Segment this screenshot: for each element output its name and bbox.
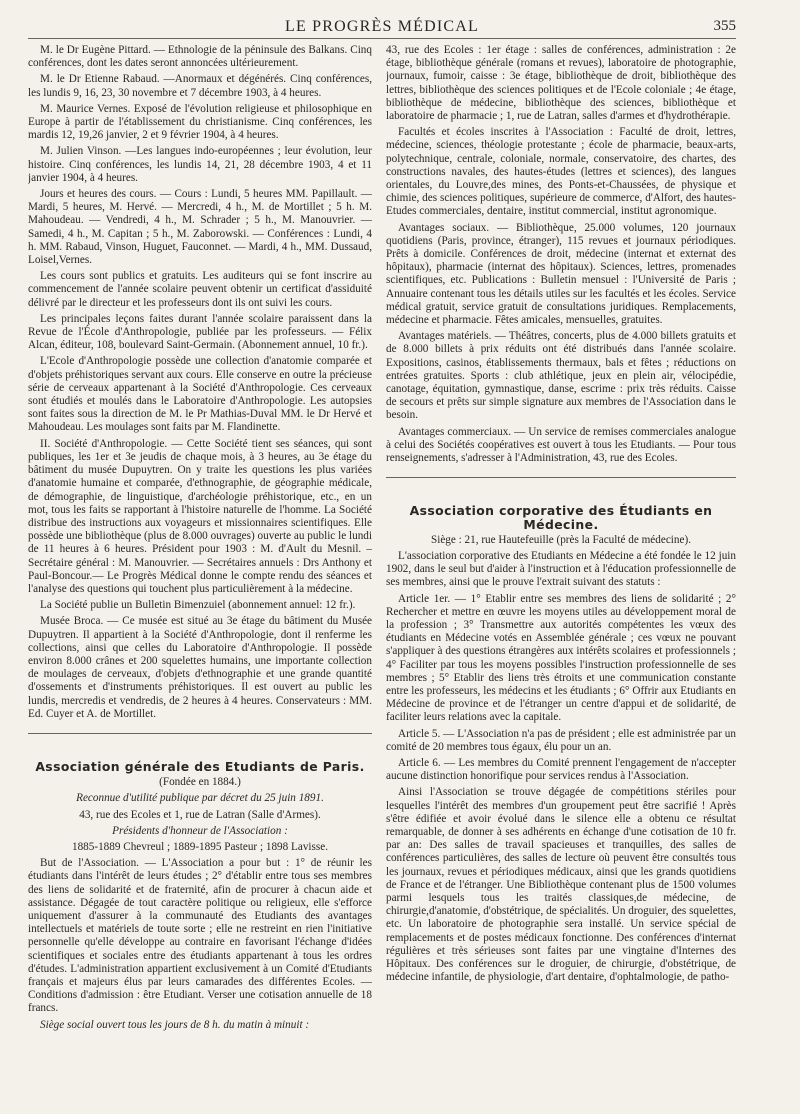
page-header <box>28 16 736 39</box>
paragraph: Les cours sont publics et gratuits. Les auditeurs qui se font inscrire au commencement de l'année scolaire peuvent obtenir un certificat d'assiduité délivré par le directeur et les professeurs dont ils ont suivi les cours. <box>28 270 372 309</box>
paragraph: Avantages sociaux. — Bibliothèque, 25.000 volumes, 120 journaux quotidiens (Paris, province, étranger), 115 revues et journaux périodiques. Prêts à domicile. Conférences de droit, médecine (internat et externat des hôpitaux), pharmacie (internat des hôpitaux). Sciences, lettres, promenades scientifiques, etc. Publications : Bulletin mensuel : l'Université de Paris ; Annuaire contenant tous les détails utiles sur les facultés et les écoles. Service médical gratuit, service gratuit de consultations juridiques. Remplacements, médecine et pharmacie. Fêtes amicales, mensuelles, gratuites. <box>386 221 736 327</box>
paragraph: Musée Broca. — Ce musée est situé au 3e étage du bâtiment du Musée Dupuytren. Il appartient à la Société d'Anthropologie, dont il renferme les collections, ainsi que celles du Laboratoire d'Anthropologie. Il possède environ 8.000 crânes et 200 squelettes humains, une importante collection de moulages de cerveaux, d'objets d'ethnographie et une grande quantité d'ossements et d'instruments préhistoriques. Il est ouvert au public les lundis, mercredis et vendredis, de 2 heures à 4 heures. Conservateurs : MM. Ed. Cuyer et A. de Mortillet. <box>28 615 372 720</box>
section-title-acem: Association corporative des Étudiants en Médecine. <box>409 503 713 532</box>
paragraph: La Société publie un Bulletin Bimenzuiel (abonnement annuel: 12 fr.). <box>40 599 356 612</box>
paragraph: II. Société d'Anthropologie. — Cette Société tient ses séances, qui sont publiques, les 1er et 3e jeudis de chaque mois, à 3 heures, au 3e étage du bâtiment du musée Dupuytren. On y traite les questions les plus variées d'anatomie humaine et comparée, d'ethnographie, de géographie médicale, de démographie, de linguistique, d'archéologie préhistorique, etc., en un mot, tous les faits se rapportant à l'histoire naturelle de l'homme. La Société distribue des instructions aux voyageurs et missionnaires scientifiques. Elle possède une bibliothèque (plus de 8.000 ouvrages) ouverte au public le lundi de 11 heures à 6 heures. Président pour 1903 : M. d'Ault du Mesnil. – Secrétaire général : M. Manouvrier. — Secrétaires annuels : Drs Anthony et Paul-Boncour.— Le Progrès Médical donne le compte rendu des séances et l'analyse des questions qui touchent plus particulièrement à la médecine. <box>28 437 372 595</box>
paragraph: M. le Dr Etienne Rabaud. —Anormaux et dégénérés. Cinq conférences, les lundis 9, 16, 23, 30 novembre et 7 décembre 1903, à 4 heures. <box>28 73 372 99</box>
paragraph: Jours et heures des cours. — Cours : Lundi, 5 heures MM. Papillault. — Mardi, 5 heures, M. Hervé. — Mercredi, 4 h., M. de Mortillet ; 5 h. M. Mahoudeau. — Vendredi, 4 h., M. Schrader ; 5 h., M. Manouvrier. — Samedi, 4 h., M. Capitan ; 5 h., M. Zaborowski. — Conférences : Lundi, 4 h. MM. Rabaud, Vinson, Huguet, Fauconnet. — Mardi, 4 h., MM. Dussaud, Loisel,Vernes. <box>28 188 372 267</box>
running-title: LE PROGRÈS MÉDICAL <box>284 18 480 35</box>
address-line: 43, rue des Ecoles et 1, rue de Latran (Salle d'Armes). <box>79 808 321 821</box>
paragraph: But de l'Association. — L'Association a pour but : 1° de réunir les étudiants dans l'intérêt de leurs études ; 2° d'établir entre tous ses membres des liens de solidarité et de fraternité, afin de procurer à chacun aide et assistance. Dégagée de tout caractère politique ou religieux, elle s'efforce uniquement d'assurer à la communauté des Etudiants des avantages intellectuels et matériels de toute sorte ; elle ne restreint en rien l'initiative personnelle qu'elle développe au contraire en favorisant l'échange d'idées scientifiques et sociales entre des étudiants appartenant à tous les ordres d'études. L'administration appartient exclusivement à un Comité d'Etudiants français et majeurs élus par leurs camarades des différentes Ecoles. — Conditions d'admission : être Etudiant. Verser une cotisation annuelle de 18 francs. <box>28 857 372 1015</box>
paragraph: Article 6. — Les membres du Comité prennent l'engagement de n'accepter aucune distinction honorifique pour services rendus à l'Association. <box>386 756 736 783</box>
paragraph: M. Julien Vinson. —Les langues indo-européennes ; leur évolution, leur histoire. Cinq conférences, les lundis 14, 21, 28 décembre 1903, 4 et 11 janvier 1904, à 4 heures. <box>28 145 372 184</box>
paragraph: M. Maurice Vernes. Exposé de l'évolution religieuse et philosophique en Europe à partir de l'établissement du christianisme. Cinq conférences, les mardis 12, 19,26 janvier, 2 et 9 février 1904, à 4 heures. <box>28 102 372 142</box>
recognition-line: Reconnue d'utilité publique par décret du 25 juin 1891. <box>76 792 324 805</box>
paragraph: L'Ecole d'Anthropologie possède une collection d'anatomie comparée et d'objets préhistoriques servant aux cours. Elle conserve en outre la précieuse série de cerveaux appartenant à la Société d'Anthropologie. Ces cerveaux sont étudiés et moulés dans le Laboratoire d'Anthropologie. Les autopsies sont faites sous la direction de M. le Pr Mathias-Duval MM. le Dr Hervé et Mahoudeau. Les moulages sont faits par M. Flandinette. <box>28 355 372 434</box>
paragraph: 43, rue des Ecoles : 1er étage : salles de conférences, administration : 2e étage, bibliothèque générale (romans et revues), laboratoire de photographie, journaux, fumoir, caisse : 3e étage, bibliothèque de droit, bibliothèque des lettres, bibliothèque des sciences politiques et de l'Ecole coloniale ; 4e étage, bibliothèque de médecine, bibliothèque des sciences, bibliothèque et laboratoire de pharmacie ; 1, rue de Latran, salles d'armes et d'hydrothérapie. <box>386 44 736 123</box>
presidents-line: 1885-1889 Chevreul ; 1889-1895 Pasteur ; 1898 Lavisse. <box>71 840 329 853</box>
paragraph: Siège social ouvert tous les jours de 8 h. du matin à minuit : <box>40 1018 310 1031</box>
paragraph: Article 5. — L'Association n'a pas de président ; elle est administrée par un comité de 20 membres tous égaux, élu pour un an. <box>386 727 736 753</box>
paragraph: Les principales leçons faites durant l'année scolaire paraissent dans la Revue de l'École d'Anthropologie, publiée par les professeurs. — Félix Alcan, éditeur, 108, boulevard Saint-Germain. (Abonnement annuel, 10 fr.). <box>28 312 372 352</box>
founded-line: (Fondée en 1884.) <box>159 776 241 789</box>
paragraph: Avantages matériels. — Théâtres, concerts, plus de 4.000 billets gratuits et de 8.000 billets à prix réduits ont été distribués dans l'année scolaire. Expositions, casinos, établissements thermaux, bals et fêtes ; réductions on entrées gratuites. Sports : club athlétique, jeux en plein air, vélocipédie, canotage, équitation, gymnastique, danse, escrime : prix très réduits. Caisse de secours et prêts sur simple signature aux membres de l'Association dans le besoin. <box>386 330 736 422</box>
right-column <box>386 44 736 1100</box>
paragraph: L'association corporative des Etudiants en Médecine a été fondée le 12 juin 1902, dans le seul but d'aider à l'instruction et à l'éducation professionnelle de ses membres, ainsi que le prouve l'extrait suivant des statuts : <box>386 549 736 589</box>
section-title-agep: Association générale des Etudiants de Paris. <box>35 758 365 774</box>
left-column <box>28 44 372 1100</box>
seat-line: Siège : 21, rue Hautefeuille (près la Faculté de médecine). <box>430 533 691 546</box>
section-divider <box>28 733 372 734</box>
paragraph: M. le Dr Eugène Pittard. — Ethnologie de la péninsule des Balkans. Cinq conférences, dont les dates seront annoncées ultérieurement. <box>28 44 372 70</box>
section-divider <box>386 477 736 478</box>
paragraph: Article 1er. — 1° Etablir entre ses membres des liens de solidarité ; 2° Rechercher et mettre en œuvre les moyens utiles au développement moral de la profession ; 3° Transmettre aux autorités compétentes les vœux des étudiants en Médecine votés en Assemblée générale ; ces vœux ne pouvant s'appliquer à des questions étrangères aux intérêts scolaires et professionnels ; 4° Faciliter par tous les moyens possibles l'instruction professionnelle de ses membres ; 5° Etablir des liens très étroits et une communication constante entre les professeurs, les médecins et les étudiants ; 6° Offrir aux Etudiants en Médecine de province et de l'étranger un centre d'appui et de solidarité, de faciliter leurs relations avec la capitale. <box>386 592 736 724</box>
presidents-heading: Présidents d'honneur de l'Association : <box>112 824 288 837</box>
paragraph: Facultés et écoles inscrites à l'Association : Faculté de droit, lettres, médecine, sciences, théologie protestante ; école de pharmacie, beaux-arts, polytechnique, centrale, coloniale, normale, conservatoire, des chartes, des constructions navales, des hautes-études (lettres et sciences), des langues orientales, du Louvre,des mines, des Ponts-et-Chaussées, de physique et chimie, des sciences politiques, supérieure de commerce, d'Alfort, des hautes-Etudes commerciales, dentaire, institut commercial, institut agronomique. <box>386 126 736 218</box>
page-number: 355 <box>713 18 736 34</box>
paragraph: Ainsi l'Association se trouve dégagée de compétitions stériles pour lesquelles l'intérêt des membres d'un groupement peut être sacrifié ! Après s'être édifiée et avoir évolué dans le silence elle a obtenu ce résultat remarquable, de donner à ses adhérents en échange d'une cotisation de 10 fr. par an: Des salles de travail spacieuses et tranquilles, des salles de conférences particulières, des salles de lecture où peuvent être consultés tous les journaux, revues et périodiques médicaux, ainsi que les grands quotidiens de France et de l'étranger. Une Bibliothèque contenant plus de 1500 volumes parmi lesquels tous les traités classiques,de médecine, de chirurgie,d'anatomie, d'obstétrique, de spécialités. Un droguier, des squelettes, etc. Un laboratoire de photographie sera installé. Un service spécial de remplacements et de postes médicaux fonctionne. Des conférences d'internat régulières et très sérieuses sont faites par une vingtaine d'Internes des Hôpitaux. Des conférences sur le droguier, de chirurgie, d'obstétrique, de médecine infantile, de physiologie, d'art dentaire, d'ophtalmologie, de patho- <box>386 786 736 984</box>
paragraph: Avantages commerciaux. — Un service de remises commerciales analogue à celui des Sociétés coopératives est ouvert à tous les Etudiants. — Pour tous renseignements, s'adresser à l'Administration, 43, rue des Ecoles. <box>386 425 736 465</box>
